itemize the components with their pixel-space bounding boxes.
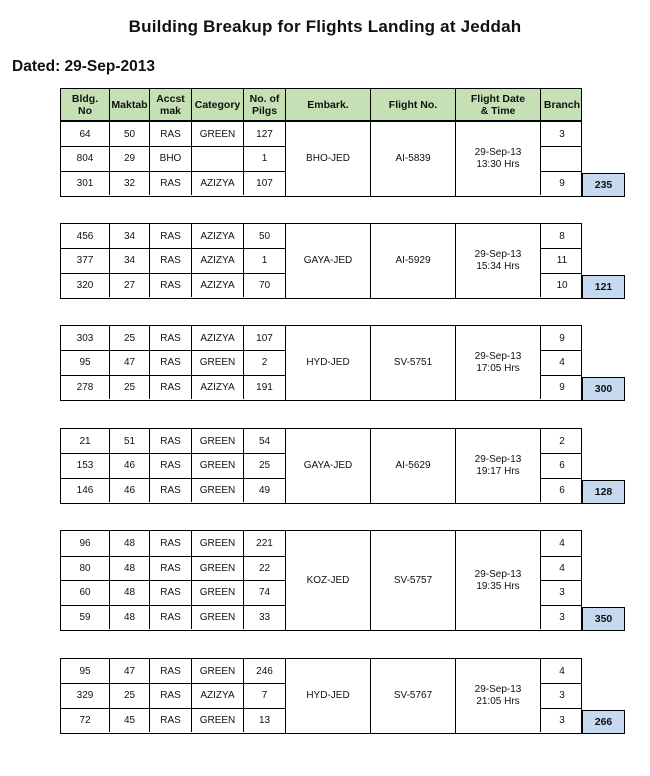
cell-pilgs: 54: [243, 429, 285, 453]
cell-flight-date-time-time: 17:05 Hrs: [476, 363, 520, 374]
cell-maktab: 25: [109, 326, 149, 350]
cell-pilgs: 107: [243, 172, 285, 195]
cell-pilgs: 7: [243, 684, 285, 707]
cell-accst: RAS: [149, 274, 191, 297]
flight-group: [60, 325, 582, 401]
cell-bldg: 64: [79, 128, 91, 140]
cell-embark: [285, 659, 370, 733]
cell-accst: RAS: [149, 479, 191, 502]
cell-category: GREEN: [191, 479, 243, 502]
flight-group: [60, 658, 582, 734]
cell-accst: RAS: [149, 454, 191, 477]
cell-flight-date-time-time: 19:35 Hrs: [476, 580, 520, 592]
cell-flight-date-time-date: 29-Sep-13: [474, 249, 522, 260]
cell-category: GREEN: [191, 122, 243, 146]
header-accst-line1: Accst: [156, 92, 185, 105]
cell-bldg: 72: [79, 714, 91, 726]
flight-group: [60, 223, 582, 299]
cell-flight-date-time: [455, 224, 540, 298]
header-accst-line2: mak: [159, 104, 181, 117]
cell-accst: RAS: [149, 351, 191, 374]
cell-flight-no: [370, 531, 455, 630]
cell-embark-embark: GAYA-JED: [303, 460, 353, 471]
cell-bldg: 303: [76, 332, 94, 344]
cell-flight-date-time-date: 29-Sep-13: [474, 684, 522, 695]
cell-embark: [285, 224, 370, 298]
header-no-of-pilgs: [243, 89, 285, 120]
cell-embark-embark: GAYA-JED: [303, 255, 353, 266]
cell-pilgs: 33: [243, 606, 285, 630]
cell-maktab: 27: [109, 274, 149, 297]
header-bldg-line1: Bldg.: [71, 92, 99, 105]
flight-group: [60, 121, 582, 197]
cell-bldg: 96: [79, 537, 91, 549]
cell-flight-no: [370, 224, 455, 298]
cell-flight-date-time: [455, 122, 540, 196]
cell-flight-date-time-time: 15:34 Hrs: [476, 261, 520, 272]
cell-category: AZIZYA: [191, 376, 243, 399]
cell-branch: 6: [540, 479, 583, 502]
cell-flight-no: [370, 122, 455, 196]
cell-branch: 3: [540, 122, 583, 146]
cell-category: GREEN: [191, 659, 243, 683]
cell-flight-date-time-time: 19:17 Hrs: [476, 466, 520, 477]
cell-pilgs: 13: [243, 709, 285, 732]
cell-category: AZIZYA: [191, 274, 243, 297]
header-branch: [540, 89, 583, 120]
cell-bldg: 301: [76, 177, 94, 189]
cell-category: GREEN: [191, 606, 243, 630]
group-total: 121: [582, 275, 625, 299]
header-pilgs-line1: No. of: [249, 92, 280, 105]
cell-branch: 4: [540, 531, 583, 556]
cell-bldg: 153: [76, 460, 94, 472]
header-branch-label: Branch: [543, 98, 581, 111]
cell-branch: 4: [540, 351, 583, 374]
cell-maktab: 46: [109, 454, 149, 477]
cell-flight-date-time-date: 29-Sep-13: [474, 454, 522, 465]
cell-bldg: 95: [79, 357, 91, 369]
group-total: 128: [582, 480, 625, 504]
header-bldg-no: [61, 89, 109, 120]
cell-flight-date-time-date: 29-Sep-13: [474, 147, 522, 158]
cell-branch: [540, 147, 583, 170]
header-embark: [285, 89, 370, 120]
group-total: 235: [582, 173, 625, 197]
cell-branch: 3: [540, 606, 583, 630]
cell-branch: 11: [540, 249, 583, 272]
cell-pilgs: 107: [243, 326, 285, 350]
cell-maktab: 50: [109, 122, 149, 146]
cell-maktab: 48: [109, 531, 149, 556]
cell-category: GREEN: [191, 581, 243, 605]
cell-bldg: 377: [76, 255, 94, 267]
cell-embark: [285, 122, 370, 196]
cell-branch: 3: [540, 709, 583, 732]
cell-pilgs: 127: [243, 122, 285, 146]
cell-category: GREEN: [191, 709, 243, 732]
cell-branch: 4: [540, 659, 583, 683]
cell-branch: 2: [540, 429, 583, 453]
cell-accst: RAS: [149, 249, 191, 272]
cell-accst: RAS: [149, 606, 191, 630]
cell-bldg: 146: [76, 484, 94, 496]
header-category: [191, 89, 243, 120]
cell-flight-no-flight_no: SV-5751: [393, 357, 433, 368]
cell-flight-no: [370, 659, 455, 733]
cell-bldg: 278: [76, 381, 94, 393]
cell-bldg: 329: [76, 690, 94, 702]
cell-bldg: 80: [79, 562, 91, 574]
header-accst-mak: [149, 89, 191, 120]
cell-pilgs: 246: [243, 659, 285, 683]
cell-accst: RAS: [149, 557, 191, 581]
cell-category: GREEN: [191, 351, 243, 374]
cell-flight-date-time: [455, 326, 540, 400]
header-flight-no: [370, 89, 455, 120]
cell-bldg: 60: [79, 587, 91, 599]
cell-category: AZIZYA: [191, 172, 243, 195]
cell-accst: RAS: [149, 581, 191, 605]
header-date-line2: & Time: [480, 104, 516, 117]
cell-accst: RAS: [149, 172, 191, 195]
header-pilgs-line2: Pilgs: [251, 104, 278, 117]
cell-flight-date-time-time: 13:30 Hrs: [476, 159, 520, 170]
cell-branch: 9: [540, 326, 583, 350]
cell-flight-no-flight_no: AI-5629: [395, 460, 431, 471]
cell-category: [191, 147, 243, 170]
cell-flight-no-flight_no: AI-5929: [395, 255, 431, 266]
cell-maktab: 45: [109, 709, 149, 732]
header-maktab: [109, 89, 149, 120]
group-total: 350: [582, 607, 625, 631]
dated-label: Dated: 29-Sep-2013: [12, 58, 156, 75]
cell-branch: 3: [540, 684, 583, 707]
header-flight-no-label: Flight No.: [388, 98, 438, 111]
cell-category: GREEN: [191, 429, 243, 453]
cell-pilgs: 70: [243, 274, 285, 297]
cell-pilgs: 74: [243, 581, 285, 605]
cell-bldg: 804: [76, 153, 94, 165]
cell-bldg: 95: [79, 665, 91, 677]
flight-group: [60, 530, 582, 631]
cell-maktab: 32: [109, 172, 149, 195]
cell-accst: RAS: [149, 429, 191, 453]
cell-accst: RAS: [149, 684, 191, 707]
cell-maktab: 48: [109, 606, 149, 630]
cell-embark-embark: BHO-JED: [306, 153, 350, 164]
cell-pilgs: 2: [243, 351, 285, 374]
cell-accst: RAS: [149, 326, 191, 350]
cell-flight-no-flight_no: SV-5767: [393, 690, 433, 701]
cell-accst: BHO: [149, 147, 191, 170]
cell-accst: RAS: [149, 224, 191, 248]
header-category-label: Category: [194, 98, 241, 111]
cell-accst: RAS: [149, 659, 191, 683]
cell-accst: RAS: [149, 531, 191, 556]
cell-embark: [285, 531, 370, 630]
header-date-line1: Flight Date: [470, 92, 526, 105]
flight-group: [60, 428, 582, 504]
cell-maktab: 34: [109, 224, 149, 248]
cell-embark-embark: HYD-JED: [306, 357, 350, 368]
cell-embark-embark: KOZ-JED: [306, 574, 350, 586]
cell-bldg: 59: [79, 611, 91, 623]
cell-category: AZIZYA: [191, 326, 243, 350]
cell-category: AZIZYA: [191, 684, 243, 707]
cell-branch: 8: [540, 224, 583, 248]
cell-flight-date-time-date: 29-Sep-13: [474, 351, 522, 362]
cell-accst: RAS: [149, 709, 191, 732]
cell-maktab: 48: [109, 557, 149, 581]
cell-pilgs: 221: [243, 531, 285, 556]
cell-maktab: 25: [109, 376, 149, 399]
cell-pilgs: 22: [243, 557, 285, 581]
cell-flight-no: [370, 429, 455, 503]
cell-embark: [285, 429, 370, 503]
cell-pilgs: 1: [243, 249, 285, 272]
cell-category: GREEN: [191, 454, 243, 477]
cell-maktab: 48: [109, 581, 149, 605]
cell-maktab: 47: [109, 659, 149, 683]
cell-category: GREEN: [191, 557, 243, 581]
cell-flight-no-flight_no: AI-5839: [395, 153, 431, 164]
cell-branch: 9: [540, 172, 583, 195]
cell-maktab: 47: [109, 351, 149, 374]
cell-branch: 6: [540, 454, 583, 477]
cell-flight-date-time-time: 21:05 Hrs: [476, 696, 520, 707]
cell-bldg: 21: [79, 435, 91, 447]
cell-maktab: 51: [109, 429, 149, 453]
cell-pilgs: 49: [243, 479, 285, 502]
cell-maktab: 46: [109, 479, 149, 502]
group-total: 300: [582, 377, 625, 401]
cell-pilgs: 191: [243, 376, 285, 399]
cell-flight-date-time-date: 29-Sep-13: [474, 568, 522, 580]
cell-flight-date-time: [455, 429, 540, 503]
cell-embark-embark: HYD-JED: [306, 690, 350, 701]
cell-maktab: 25: [109, 684, 149, 707]
cell-branch: 9: [540, 376, 583, 399]
cell-flight-date-time: [455, 659, 540, 733]
cell-branch: 4: [540, 557, 583, 581]
group-total: 266: [582, 710, 625, 734]
cell-category: AZIZYA: [191, 224, 243, 248]
cell-category: AZIZYA: [191, 249, 243, 272]
header-bldg-line2: No: [78, 104, 92, 117]
cell-bldg: 456: [76, 230, 94, 242]
table-header: [60, 88, 582, 121]
cell-category: GREEN: [191, 531, 243, 556]
cell-bldg: 320: [76, 279, 94, 291]
header-maktab-label: Maktab: [111, 98, 148, 111]
header-embark-label: Embark.: [307, 98, 349, 111]
cell-flight-no: [370, 326, 455, 400]
cell-accst: RAS: [149, 122, 191, 146]
cell-pilgs: 1: [243, 147, 285, 170]
cell-accst: RAS: [149, 376, 191, 399]
cell-branch: 3: [540, 581, 583, 605]
cell-flight-no-flight_no: SV-5757: [393, 574, 433, 586]
cell-maktab: 34: [109, 249, 149, 272]
cell-branch: 10: [540, 274, 583, 297]
cell-pilgs: 50: [243, 224, 285, 248]
page-title: Building Breakup for Flights Landing at Jeddah: [128, 17, 522, 36]
cell-embark: [285, 326, 370, 400]
cell-maktab: 29: [109, 147, 149, 170]
cell-flight-date-time: [455, 531, 540, 630]
cell-pilgs: 25: [243, 454, 285, 477]
header-flight-date-time: [455, 89, 540, 120]
